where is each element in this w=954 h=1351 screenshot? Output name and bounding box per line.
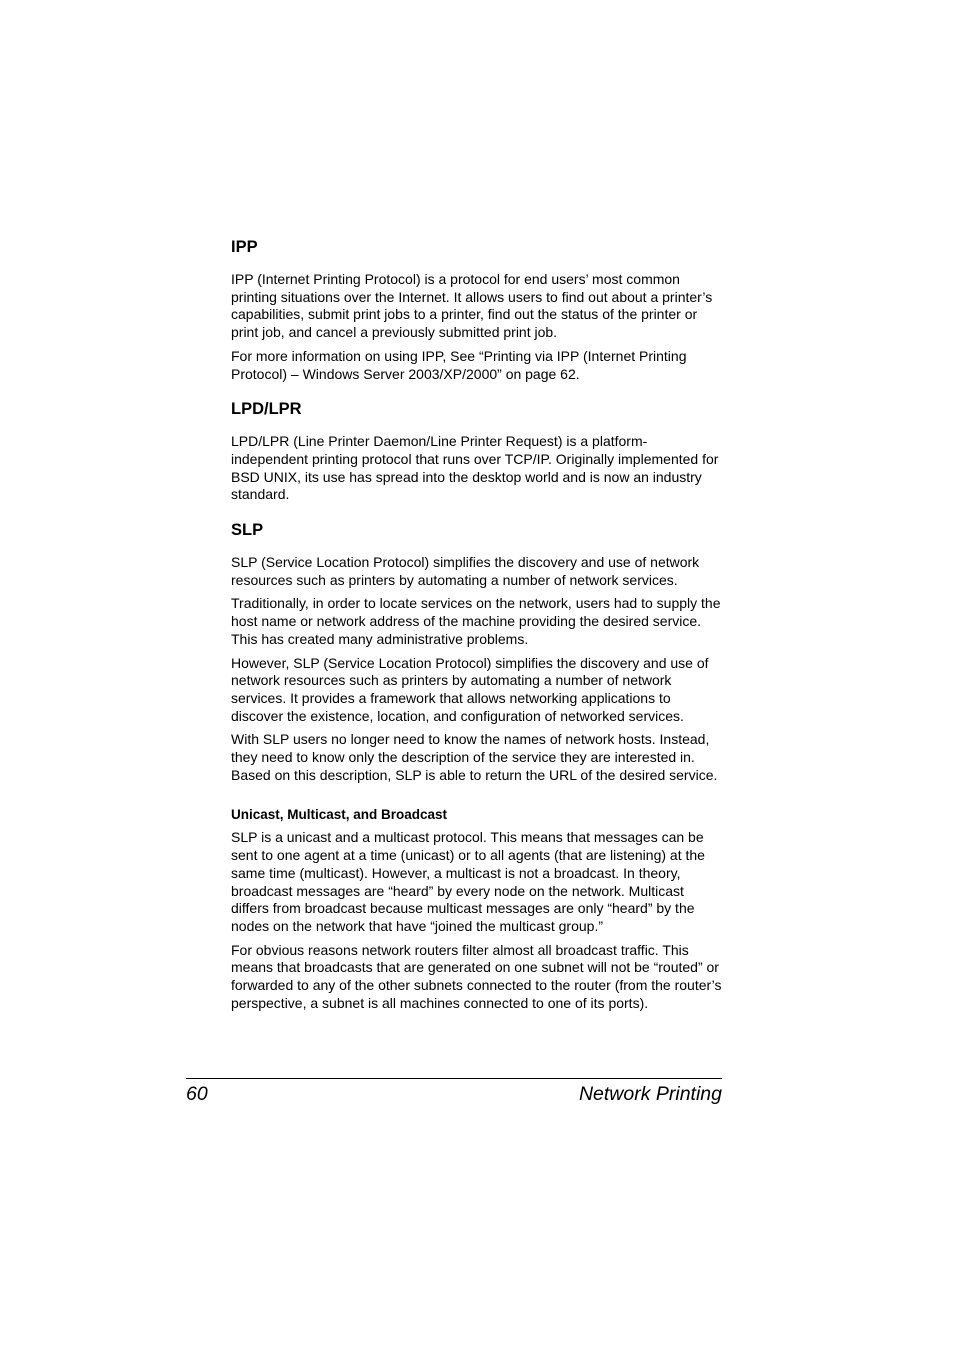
- footer-chapter-title: Network Printing: [578, 1083, 722, 1105]
- subsection-paragraph: For obvious reasons network routers filter almost all broadcast traffic. This means that broadcasts that are generated on one subnet will not be “routed” or forwarded to any of the other subnets connected to the router (from the router’s perspective, a subnet is all machines connected to one of its ports).: [231, 941, 722, 1011]
- subsection-heading-unicast-multicast-broadcast: Unicast, Multicast, and Broadcast: [231, 807, 448, 823]
- slp-paragraph: With SLP users no longer need to know the names of network hosts. Instead, they need to know only the description of the service they are interested in. Based on this description, SLP is able to return the URL of the desired service.: [231, 731, 718, 783]
- slp-paragraph: Traditionally, in order to locate services on the network, users had to supply the host name or network address of the machine providing the desired service. This has created many administrative problems.: [231, 595, 721, 647]
- footer-page-number: 60: [186, 1083, 208, 1105]
- section-heading-slp: SLP: [231, 521, 264, 540]
- ipp-paragraph: For more information on using IPP, See “Printing via IPP (Internet Printing Protocol) – Windows Server 2003/XP/2000” on page 62.: [231, 347, 687, 382]
- section-heading-ipp: IPP: [231, 238, 258, 256]
- slp-paragraph: However, SLP (Service Location Protocol) simplifies the discovery and use of network resources such as printers by automating a number of network services. It provides a framework that allows networking applications to discover the existence, location, and configuration of networked services.: [231, 654, 709, 724]
- ipp-paragraph: IPP (Internet Printing Protocol) is a protocol for end users’ most common printing situations over the Internet. It allows users to find out about a printer’s capabilities, submit print jobs to a printer, find out the status of the printer or print job, and cancel a previously submitted print job.: [231, 271, 713, 341]
- lpd-paragraph: LPD/LPR (Line Printer Daemon/Line Printer Request) is a platform-independent printing protocol that runs over TCP/IP. Originally implemented for BSD UNIX, its use has spread into the desktop world and is now an industry standard.: [231, 433, 719, 503]
- slp-paragraph: SLP (Service Location Protocol) simplifies the discovery and use of network resources such as printers by automating a number of network services.: [231, 554, 700, 588]
- page-content: [231, 236, 723, 1019]
- footer-divider: [186, 1078, 722, 1079]
- section-heading-lpd-lpr: LPD/LPR: [231, 400, 302, 419]
- subsection-paragraph: SLP is a unicast and a multicast protocol. This means that messages can be sent to one agent at a time (unicast) or to all agents (that are listening) at the same time (multicast). However, a multicast is not a broadcast. In theory, broadcast messages are “heard” by every node on the network. Multicast differs from broadcast because multicast messages are only “heard” by the nodes on the network that have “joined the multicast group.”: [231, 829, 705, 934]
